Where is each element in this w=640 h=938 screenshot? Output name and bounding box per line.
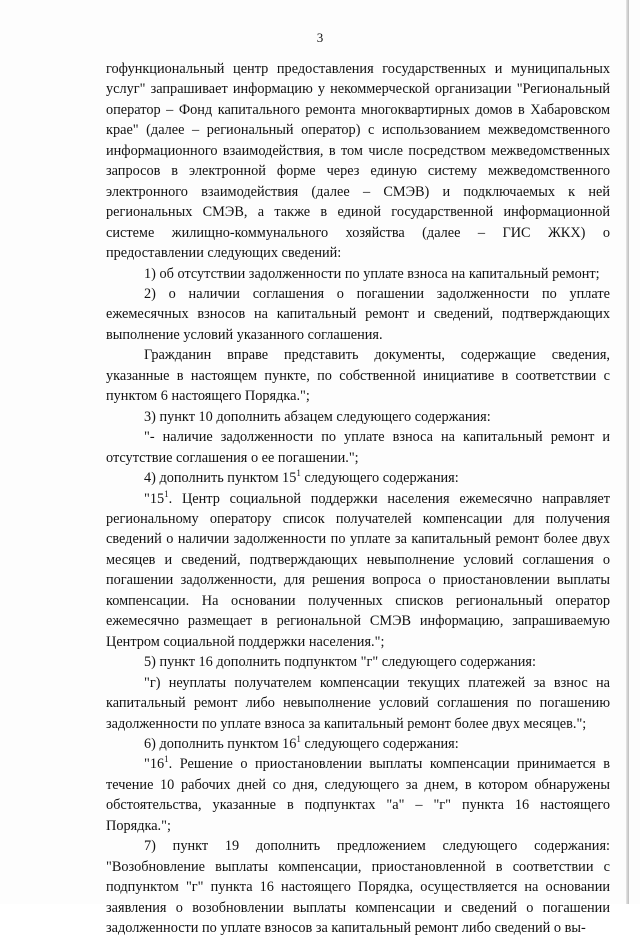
text-run: "16	[144, 756, 165, 773]
paragraph	[106, 673, 610, 734]
paragraph	[106, 734, 610, 754]
superscript: 1	[164, 488, 169, 499]
text-run: . Решение о приостановлении выплаты компенсации принимается в течение 10 рабочих дней со дня, следующего за днем, в котором обнаружены обстоятельства, указанные в подпунктах "а" – "г" пункта 16 настоящего Порядка.";	[106, 756, 610, 834]
text-run: "15	[144, 490, 165, 507]
page-number: 3	[316, 30, 324, 45]
text-run: 6) дополнить пунктом 16	[144, 735, 297, 752]
paragraph	[106, 836, 610, 938]
superscript: 1	[164, 754, 169, 765]
text-run: гофункциональный центр предоставления государственных и муниципальных услуг" запрашивает информацию у некоммерческой организации "Региональный оператор – Фонд капитального ремонта многоквартирных домов в Хабаровском крае" (далее – региональный оператор) с использованием межведомственного информационного взаимодействия, в том числе посредством межведомственных запросов в электронной форме через единую систему межведомственного электронного взаимодействия (далее – СМЭВ) и подключаемых к ней региональных СМЭВ, а также в единой государственной информационной системе жилищно-коммунального хозяйства (далее – ГИС ЖКХ) о предоставлении следующих сведений:	[106, 61, 610, 262]
text-run: . Центр социальной поддержки населения ежемесячно направляет региональному оператору список получателей компенсации для получения сведений о наличии задолженности по уплате за капитальный ремонт более двух месяцев и сведений, подтверждающих невыполнение условий соглашения о погашении задолженности, для решения вопроса о приостановлении выплаты компенсации. На основании полученных списков региональный оператор ежемесячно размещает в региональной СМЭВ информацию, запрашиваемую Центром социальной поддержки населения.";	[106, 490, 610, 650]
text-run: 3) пункт 10 дополнить абзацем следующего содержания:	[144, 408, 491, 425]
superscript: 1	[296, 468, 301, 479]
paragraph	[106, 59, 610, 264]
text-run: следующего содержания:	[300, 735, 459, 752]
paragraph	[106, 284, 610, 345]
text-run: 7) пункт 19 дополнить предложением следующего содержания: "Возобновление выплаты компенсации, приостановленной в соответствии с подпунктом "г" пункта 16 настоящего Порядка, осуществляется на основании заявления о возобновлении выплаты компенсации и сведений о погашении задолженности по уплате взносов за капитальный ремонт либо сведений о вы-	[106, 838, 610, 937]
paragraph	[106, 468, 610, 488]
scan-edge	[626, 0, 629, 904]
text-run: "г) неуплаты получателем компенсации текущих платежей за взнос на капитальный ремонт либо невыполнение условий соглашения по погашению задолженности по уплате взноса за капитальный ремонт более двух месяцев.";	[106, 674, 610, 732]
text-run: Гражданин вправе представить документы, содержащие сведения, указанные в настоящем пункте, по собственной инициативе в соответствии с пунктом 6 настоящего Порядка.";	[106, 347, 610, 405]
document-body	[106, 59, 610, 938]
paragraph	[106, 754, 610, 836]
text-run: следующего содержания:	[300, 470, 459, 487]
text-run: 5) пункт 16 дополнить подпунктом "г" следующего содержания:	[144, 654, 536, 671]
paragraph	[106, 652, 610, 672]
text-run: 2) о наличии соглашения о погашении задолженности по уплате ежемесячных взносов на капитальный ремонт и сведений, подтверждающих выполнение условий указанного соглашения.	[106, 285, 610, 343]
paragraph	[106, 427, 610, 468]
paragraph	[106, 264, 610, 284]
text-run: "- наличие задолженности по уплате взноса на капитальный ремонт и отсутствие соглашения о ее погашении.";	[106, 429, 610, 466]
paragraph	[106, 345, 610, 406]
text-run: 4) дополнить пунктом 15	[144, 470, 297, 487]
paragraph	[106, 407, 610, 427]
paragraph	[106, 489, 610, 653]
text-run: 1) об отсутствии задолженности по уплате взноса на капитальный ремонт;	[144, 265, 600, 282]
superscript: 1	[296, 733, 301, 744]
